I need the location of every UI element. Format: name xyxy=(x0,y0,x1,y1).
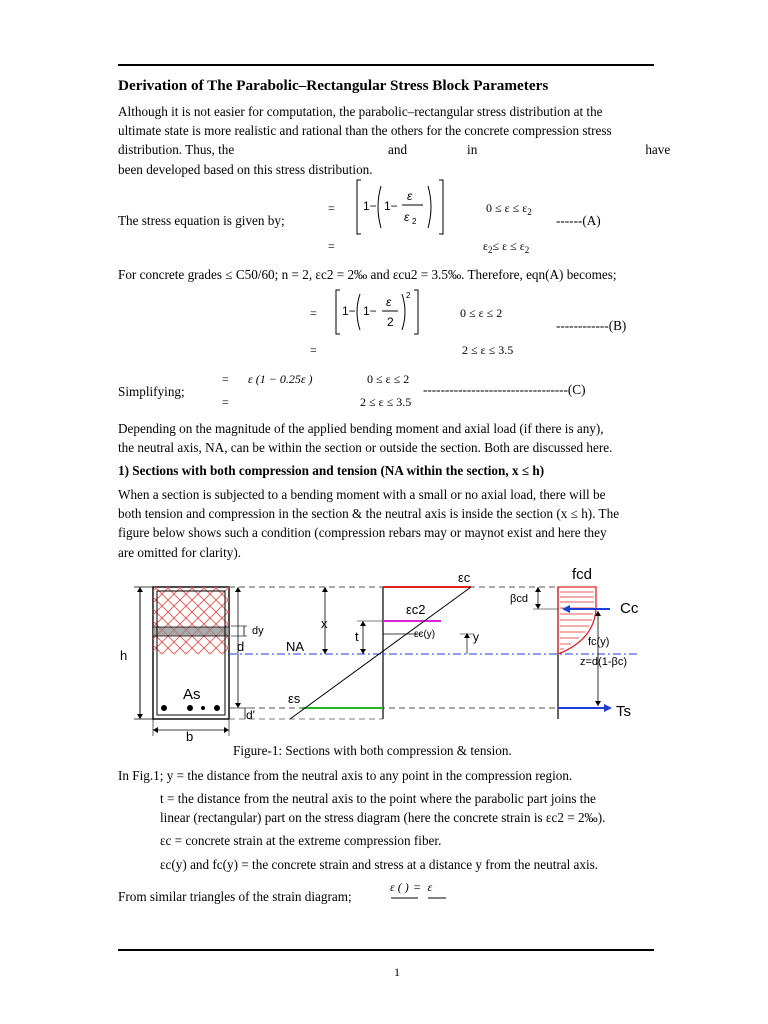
strain-diagram xyxy=(290,587,471,719)
eq-b-range-1: 0 ≤ ε ≤ 2 xyxy=(460,306,503,320)
intro-line-3 xyxy=(118,140,671,159)
label-na: NA xyxy=(286,639,305,654)
similar-numerator-right: ε xyxy=(427,880,433,894)
label-ts: Ts xyxy=(616,703,631,720)
eq-c-sign-1: = xyxy=(222,372,229,386)
stress-eq-tag: ------(A) xyxy=(556,213,601,228)
eq-c-tag: ---------------------------------(C) xyxy=(423,382,586,397)
eq-c-expression: ε (1 − 0.25ε ) xyxy=(248,372,313,386)
label-x: x xyxy=(321,616,328,631)
label-d: d xyxy=(237,639,245,654)
label-cc: Cc xyxy=(620,600,639,617)
depending-line-1: Depending on the magnitude of the applied bending moment and axial load (if there is any), xyxy=(118,421,604,436)
stress-eq-sign-1: = xyxy=(328,201,335,215)
label-epsilon-cy: εc(y) xyxy=(414,629,436,640)
eq-c-range-1: 0 ≤ ε ≤ 2 xyxy=(367,372,410,386)
depending-line-2: the neutral axis, NA, can be within the section or outside the section. Both are discussed here. xyxy=(118,440,613,456)
similar-eq-sign: = xyxy=(413,880,421,894)
intro-line-3b: and xyxy=(388,142,408,158)
eq-b-range-2: 2 ≤ ε ≤ 3.5 xyxy=(462,343,514,357)
svg-text:1−: 1− xyxy=(342,304,356,318)
label-fcd: fcd xyxy=(572,566,593,583)
section-1-line-2: both tension and compression in the section & the neutral axis is inside the section (x ≤ h). The xyxy=(118,506,620,522)
dimension-h xyxy=(134,587,153,719)
svg-text:1−: 1− xyxy=(363,304,377,318)
label-epsilon-s: εs xyxy=(288,691,301,706)
similar-numerator-left: ε ( ) xyxy=(390,880,409,894)
stress-eq-range-1: $0 \le \varepsilon \le \varepsilon_2$ xyxy=(486,201,532,217)
section-1-line-4: are omitted for clarity). xyxy=(118,544,242,560)
eq-b-bracket-formula xyxy=(334,288,424,336)
similar-triangles-label: From similar triangles of the strain diagram; xyxy=(118,889,352,904)
similar-fraction-bars xyxy=(390,896,450,900)
label-h: h xyxy=(120,648,128,663)
svg-text:1−: 1− xyxy=(363,199,377,213)
label-beta-c-d: βcd xyxy=(510,593,528,605)
intro-line-3c: in xyxy=(467,142,478,158)
eq-c-sign-2: = xyxy=(222,395,229,409)
page-title: Derivation of The Parabolic–Rectangular Stress Block Parameters xyxy=(118,77,549,94)
stress-diagram xyxy=(533,587,612,719)
intro-line-3a: distribution. Thus, the xyxy=(118,142,235,158)
eq-c-label: Simplifying; xyxy=(118,384,185,399)
label-epsilon-c: εc xyxy=(458,570,471,585)
eq-b-tag: ------------(B) xyxy=(556,318,627,333)
stress-eq-sign-2: = xyxy=(328,239,335,253)
svg-text:ε: ε xyxy=(386,295,392,309)
definition-epsilon-c: εc = concrete strain at the extreme compression fiber. xyxy=(160,833,442,848)
svg-text:2: 2 xyxy=(406,291,411,300)
intro-line-4: been developed based on this stress distribution. xyxy=(118,161,373,177)
label-fcy: fc(y) xyxy=(588,636,610,648)
page-number: 1 xyxy=(394,965,400,979)
similar-triangles-formula xyxy=(390,878,432,897)
bottom-rule xyxy=(118,949,654,951)
label-y: y xyxy=(473,630,479,644)
label-d-prime: d' xyxy=(246,708,255,722)
definition-t-line-1: t = the distance from the neutral axis to the point where the parabolic part joins the xyxy=(160,791,596,806)
top-rule xyxy=(118,64,654,66)
svg-text:ε: ε xyxy=(407,189,413,203)
intro-line-3d: have xyxy=(645,142,671,158)
label-dy: dy xyxy=(252,625,264,637)
stress-eq-range-2: $\varepsilon_2\le \varepsilon \le \varepsilon_2$ xyxy=(483,239,530,255)
eq-c-range-2: 2 ≤ ε ≤ 3.5 xyxy=(360,395,412,409)
label-z: z=d(1-βc) xyxy=(580,656,627,668)
eq-b-sign-2: = xyxy=(310,343,317,357)
eq-a-bracket-formula xyxy=(355,178,445,236)
section-1-heading: 1) Sections with both compression and tension (NA within the section, x ≤ h) xyxy=(118,463,545,478)
label-t: t xyxy=(355,629,359,644)
definition-epsilon-cy: εc(y) and fc(y) = the concrete strain and stress at a distance y from the neutral axis. xyxy=(160,857,599,872)
dimension-y xyxy=(460,633,474,654)
label-b: b xyxy=(186,729,194,742)
section-1-line-3: figure below shows such a condition (compression rebars may or maynot exist and here they xyxy=(118,525,607,541)
label-as: As xyxy=(183,686,201,703)
figure-1-diagram xyxy=(118,560,654,742)
intro-line-2: ultimate state is more realistic and rational than the others for the concrete compression stress xyxy=(118,123,612,139)
eq-b-sign-1: = xyxy=(310,306,317,320)
label-epsilon-c2: εc2 xyxy=(406,602,426,617)
grades-line: For concrete grades ≤ C50/60; n = 2, εc2 = 2‰ and εcu2 = 3.5‰. Therefore, eqn(A) becomes; xyxy=(118,267,617,282)
stress-eq-label: The stress equation is given by; xyxy=(118,213,285,228)
definition-y: In Fig.1; y = the distance from the neutral axis to any point in the compression region. xyxy=(118,768,573,783)
figure-caption: Figure-1: Sections with both compression & tension. xyxy=(233,743,512,758)
dimension-t xyxy=(357,621,383,654)
depending-paragraph xyxy=(118,419,652,457)
svg-text:2: 2 xyxy=(412,217,417,226)
svg-text:2: 2 xyxy=(387,315,394,329)
definition-t-line-2: linear (rectangular) part on the stress diagram (here the concrete strain is εc2 = 2‰). xyxy=(160,810,606,826)
intro-paragraph xyxy=(118,102,671,179)
intro-line-1: Although it is not easier for computation, the parabolic–rectangular stress distribution at the xyxy=(118,104,603,119)
definition-t xyxy=(160,789,652,827)
svg-text:ε: ε xyxy=(404,210,410,224)
svg-text:1−: 1− xyxy=(384,199,398,213)
section-1-paragraph xyxy=(118,485,652,562)
section-1-line-1: When a section is subjected to a bending moment with a small or no axial load, there will be xyxy=(118,487,606,502)
